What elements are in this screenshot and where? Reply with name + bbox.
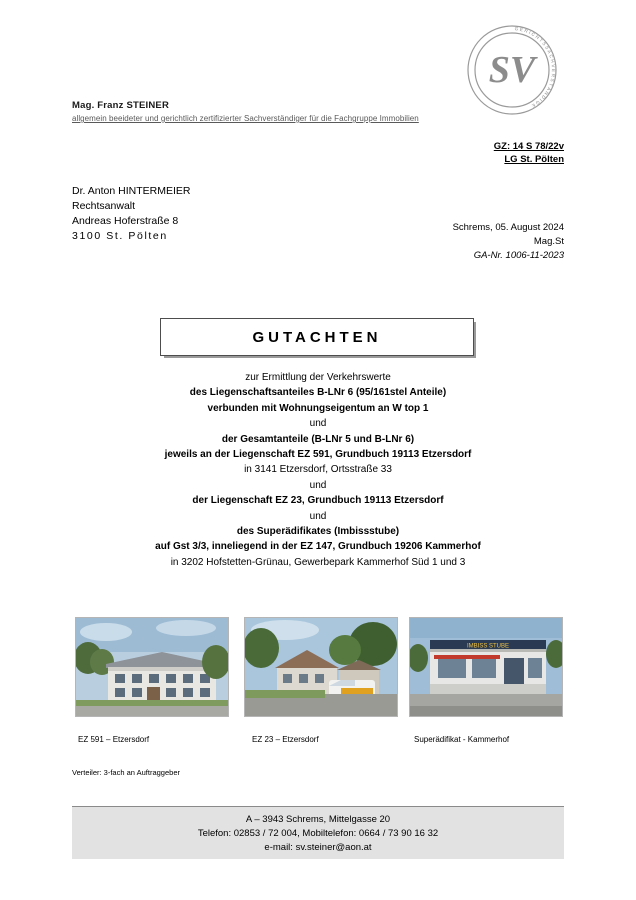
- photo-ez591: [75, 617, 229, 717]
- sv-logo: [460, 18, 564, 122]
- page-content: [72, 0, 564, 900]
- place-date: Schrems, 05. August 2024: [452, 222, 564, 233]
- page-title: GUTACHTEN: [252, 328, 382, 346]
- recipient-address: [72, 184, 190, 244]
- photo-caption-3: Superädifikat - Kammerhof: [414, 735, 510, 744]
- body-line: und: [309, 510, 327, 522]
- body-line: jeweils an der Liegenschaft EZ 591, Grundbuch 19113 Etzersdorf: [164, 449, 472, 461]
- photo-ez23: [244, 617, 398, 717]
- document-meta: [453, 221, 564, 263]
- svg-text:GERICHTSSACHVERSTÄNDIGE: GERICHTSSACHVERSTÄNDIGE: [514, 26, 557, 110]
- initials: Mag.St: [533, 236, 564, 247]
- svg-text:SV: SV: [488, 49, 536, 91]
- footer-address: A – 3943 Schrems, Mittelgasse 20: [245, 814, 391, 825]
- recipient-line-3: Andreas Hoferstraße 8: [72, 215, 179, 227]
- body-line: in 3141 Etzersdorf, Ortsstraße 33: [244, 464, 392, 476]
- body-line: der Gesamtanteile (B-LNr 5 und B-LNr 6): [221, 433, 415, 445]
- recipient-line-4: 3100 St. Pölten: [72, 230, 168, 242]
- body-line: und: [309, 479, 327, 491]
- body-line: in 3202 Hofstetten-Grünau, Gewerbepark Kammerhof Süd 1 und 3: [170, 556, 466, 568]
- footer-email: e-mail: sv.steiner@aon.at: [264, 842, 372, 853]
- distribution-note: Verteiler: 3-fach an Auftraggeber: [72, 768, 180, 777]
- document-body: [72, 370, 564, 570]
- body-line: verbunden mit Wohnungseigentum an W top 1: [207, 402, 429, 414]
- body-line: der Liegenschaft EZ 23, Grundbuch 19113 Etzersdorf: [192, 495, 444, 507]
- court-name: LG St. Pölten: [504, 154, 564, 165]
- photo-caption-2: EZ 23 – Etzersdorf: [252, 735, 319, 744]
- body-line: des Superädifikates (Imbissstube): [236, 526, 400, 538]
- footer-phone: Telefon: 02853 / 72 004, Mobiltelefon: 0664 / 73 90 16 32: [197, 828, 439, 839]
- svg-text:IMBISS STUBE: IMBISS STUBE: [466, 643, 510, 650]
- body-line: auf Gst 3/3, inneliegend in der EZ 147, Grundbuch 19206 Kammerhof: [155, 541, 481, 553]
- case-number: GZ: 14 S 78/22v: [493, 141, 564, 152]
- photo-caption-1: EZ 591 – Etzersdorf: [78, 735, 150, 744]
- page-footer: [72, 806, 564, 859]
- expert-name: Mag. Franz STEINER: [72, 100, 170, 111]
- photo-superaedifikat: [409, 617, 563, 717]
- photo-captions: [72, 735, 564, 749]
- recipient-line-2: Rechtsanwalt: [72, 200, 136, 212]
- photo-row: [72, 617, 564, 717]
- recipient-line-1: Dr. Anton HINTERMEIER: [72, 185, 191, 197]
- expert-qualification: allgemein beeideter und gerichtlich zertifizierter Sachverständiger für die Fachgruppe Immobilien: [72, 114, 419, 123]
- title-box: [160, 318, 474, 356]
- ga-number: GA-Nr. 1006-11-2023: [473, 250, 564, 261]
- body-line: und: [309, 418, 327, 430]
- body-line: zur Ermittlung der Verkehrswerte: [245, 372, 391, 383]
- body-line: des Liegenschaftsanteiles B-LNr 6 (95/161stel Anteile): [189, 387, 447, 399]
